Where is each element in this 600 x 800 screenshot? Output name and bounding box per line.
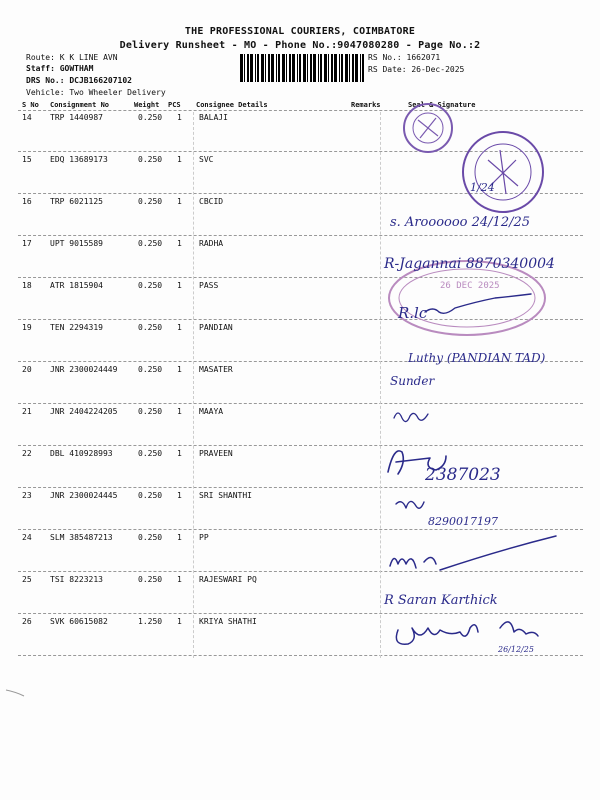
handwriting-row16: s. Aroooooo 24/12/25 — [390, 215, 531, 230]
drs-info: DRS No.: DCJB166207102 — [26, 76, 132, 85]
row-pcs: 1 — [177, 323, 182, 332]
row-consignment-no: DBL 410928993 — [50, 449, 113, 458]
col-consignment: Consignment No — [50, 101, 110, 109]
row-consignee: MAAYA — [199, 407, 224, 416]
stray-mark — [6, 690, 24, 696]
row-weight: 0.250 — [138, 113, 163, 122]
row-consignment-no: EDQ 13689173 — [50, 155, 108, 164]
row-consignment-no: TRP 6021125 — [50, 197, 103, 206]
vehicle-info: Vehicle: Two Wheeler Delivery — [26, 88, 166, 97]
row-weight: 0.250 — [138, 197, 163, 206]
row-sno: 21 — [22, 407, 32, 416]
row-weight: 0.250 — [138, 155, 163, 164]
col-consignee: Consignee Details — [196, 101, 268, 109]
row-consignment-no: TSI 8223213 — [50, 575, 103, 584]
row-sno: 18 — [22, 281, 32, 290]
row-consignee: PANDIAN — [199, 323, 233, 332]
row-consignment-no: JNR 2300024445 — [50, 491, 118, 500]
row-pcs: 1 — [177, 533, 182, 542]
row-sno: 19 — [22, 323, 32, 332]
row-sno: 24 — [22, 533, 32, 542]
row-pcs: 1 — [177, 155, 182, 164]
row-consignee: PRAVEEN — [199, 449, 233, 458]
row-pcs: 1 — [177, 407, 182, 416]
handwriting-row18: R.lc — [398, 304, 428, 322]
date-stamp — [389, 261, 545, 335]
row-weight: 0.250 — [138, 365, 163, 374]
company-title: THE PROFESSIONAL COURIERS, COIMBATORE — [184, 26, 416, 37]
route-info: Route: K K LINE AVN — [26, 53, 118, 62]
col-pcs: PCS — [168, 101, 181, 109]
row-sno: 22 — [22, 449, 32, 458]
row-consignee: SVC — [199, 155, 214, 164]
row-pcs: 1 — [177, 113, 182, 122]
row-pcs: 1 — [177, 449, 182, 458]
row-consignee: PASS — [199, 281, 219, 290]
handwriting-row23: 8290017197 — [428, 515, 498, 528]
row-weight: 1.250 — [138, 617, 163, 626]
signature-row26 — [396, 622, 538, 644]
row-consignment-no: JNR 2300024449 — [50, 365, 118, 374]
row-sno: 23 — [22, 491, 32, 500]
handwriting-row19: Luthy (PANDIAN TAD) — [408, 351, 546, 365]
col-weight: Weight — [134, 101, 160, 109]
row-pcs: 1 — [177, 365, 182, 374]
row-pcs: 1 — [177, 491, 182, 500]
row-consignee: RAJESWARI PQ — [199, 575, 257, 584]
row-pcs: 1 — [177, 575, 182, 584]
row-consignment-no: ATR 1815904 — [50, 281, 103, 290]
row-sno: 17 — [22, 239, 32, 248]
row-consignee: CBCID — [199, 197, 224, 206]
row-consignee: KRIYA SHATHI — [199, 617, 257, 626]
row-pcs: 1 — [177, 281, 182, 290]
row-consignee: SRI SHANTHI — [199, 491, 252, 500]
row-weight: 0.250 — [138, 281, 163, 290]
row-consignment-no: UPT 9015589 — [50, 239, 103, 248]
staff-info: Staff: GOWTHAM — [26, 64, 94, 73]
row-consignment-no: JNR 2404224205 — [50, 407, 118, 416]
row-pcs: 1 — [177, 197, 182, 206]
signature-row21 — [394, 413, 428, 422]
row-consignee: PP — [199, 533, 209, 542]
row-weight: 0.250 — [138, 575, 163, 584]
row-weight: 0.250 — [138, 407, 163, 416]
rs-date: RS Date: 26-Dec-2025 — [368, 65, 465, 74]
handwriting-row22: 2387023 — [425, 465, 501, 485]
col-seal-signature: Seal & Signature — [408, 101, 476, 109]
signature-row24 — [390, 536, 556, 570]
row-weight: 0.250 — [138, 491, 163, 500]
row-sno: 20 — [22, 365, 32, 374]
row-consignment-no: SVK 60615082 — [50, 617, 108, 626]
row-sno: 15 — [22, 155, 32, 164]
row-sno: 16 — [22, 197, 32, 206]
date-stamp-text: 26 DEC 2025 — [440, 281, 500, 291]
handwriting-row15: 1/24 — [470, 181, 495, 194]
col-sno: S No — [22, 101, 39, 109]
row-sno: 25 — [22, 575, 32, 584]
row-weight: 0.250 — [138, 239, 163, 248]
row-pcs: 1 — [177, 239, 182, 248]
row-weight: 0.250 — [138, 449, 163, 458]
company-seal-stamp — [404, 104, 452, 152]
row-sno: 14 — [22, 113, 32, 122]
row-weight: 0.250 — [138, 533, 163, 542]
row-consignee: MASATER — [199, 365, 233, 374]
row-consignee: RADHA — [199, 239, 224, 248]
row-weight: 0.250 — [138, 323, 163, 332]
handwriting-row25: R Saran Karthick — [384, 593, 498, 608]
row-pcs: 1 — [177, 617, 182, 626]
row-consignment-no: TRP 1440987 — [50, 113, 103, 122]
rs-number: RS No.: 1662071 — [368, 53, 441, 62]
row-sno: 26 — [22, 617, 32, 626]
handwriting-row20: Sunder — [390, 374, 435, 388]
signature-row23 — [396, 501, 424, 508]
row-consignment-no: TEN 2294319 — [50, 323, 103, 332]
row-consignment-no: SLM 385487213 — [50, 533, 113, 542]
insurance-seal-stamp — [463, 132, 543, 212]
handwriting-row26-date: 26/12/25 — [498, 645, 534, 654]
row-consignee: BALAJI — [199, 113, 228, 122]
col-remarks: Remarks — [351, 101, 381, 109]
runsheet-subtitle: Delivery Runsheet - MO - Phone No.:9047080280 - Page No.:2 — [119, 40, 481, 51]
handwriting-row17: R-Jagannai 8870340004 — [384, 256, 555, 272]
